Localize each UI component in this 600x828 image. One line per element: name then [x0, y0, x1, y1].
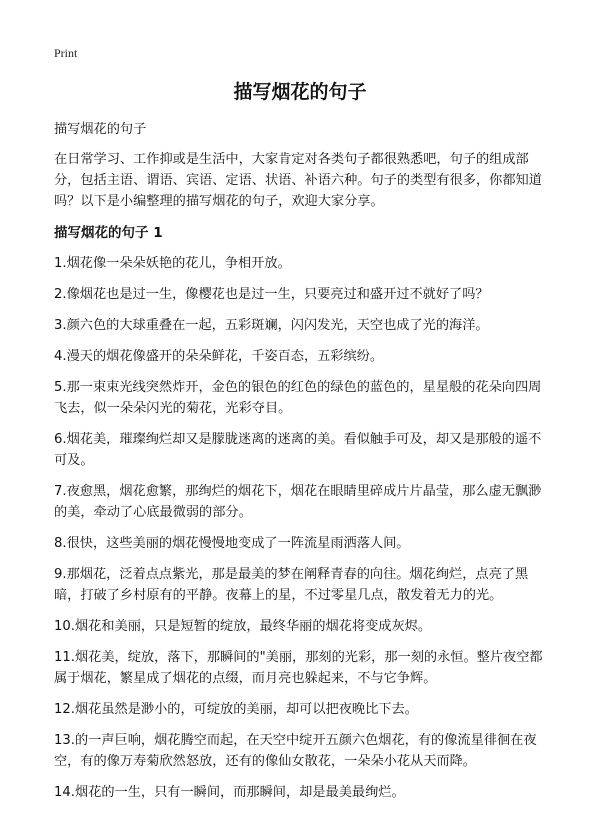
list-item: 13.的一声巨响，烟花腾空而起，在天空中绽开五颜六色烟花，有的像流星徘徊在夜空，有的像万寿菊欣然怒放，还有的像仙女散花，一朵朵小花从天而降。	[54, 733, 537, 769]
list-item: 2.像烟花也是过一生，像樱花也是过一生，只要亮过和盛开过不就好了吗？	[54, 287, 489, 302]
intro-paragraph: 在日常学习、工作抑或是生活中，大家肯定对各类句子都很熟悉吧，句子的组成部分，包括主语、谓语、宾语、定语、状语、补语六种。句子的类型有很多，你都知道吗？以下是小编整理的描写烟花的句子，欢迎大家分享。	[54, 152, 542, 209]
list-item: 4.漫天的烟花像盛开的朵朵鲜花，千姿百态，五彩缤纷。	[54, 349, 384, 364]
list-item: 6.烟花美，璀璨绚烂却又是朦胧迷离的迷离的美。看似触手可及，却又是那般的遥不可及。	[54, 432, 542, 468]
list-item: 7.夜愈黑，烟花愈繁，那绚烂的烟花下，烟花在眼睛里碎成片片晶莹，那么虚无飘渺的美，牵动了心底最微弱的部分。	[54, 484, 542, 520]
article-subtitle: 描写烟花的句子	[54, 122, 147, 137]
list-item: 14.烟花的一生，只有一瞬间，而那瞬间，却是最美最绚烂。	[54, 785, 405, 800]
section-heading: 描写烟花的句子 1	[54, 225, 163, 241]
list-item: 11.烟花美，绽放，落下，那瞬间的"美丽，那刻的光彩，那一刻的永恒。整片夜空都属于烟花，繁星成了烟花的点缀，而月亮也躲起来，不与它争辉。	[54, 650, 543, 686]
list-item: 3.颜六色的大球重叠在一起，五彩斑斓，闪闪发光，天空也成了光的海洋。	[54, 318, 489, 333]
list-item: 9.那烟花，泛着点点紫光，那是最美的梦在阐释青春的向往。烟花绚烂，点亮了黑暗，打破了乡村原有的平静。夜幕上的星，不过零星几点，散发着无力的光。	[54, 567, 529, 603]
article-body	[54, 119, 550, 813]
print-link[interactable]: Print	[54, 46, 78, 60]
page-title: 描写烟花的句子	[233, 81, 367, 103]
list-item: 10.烟花和美丽，只是短暂的绽放，最终华丽的烟花将变成灰烬。	[54, 619, 432, 634]
list-item: 5.那一束束光线突然炸开，金色的银色的红色的绿色的蓝色的，星星般的花朵向四周飞去，似一朵朵闪光的菊花，光彩夺目。	[54, 380, 542, 416]
list-item: 12.烟花虽然是渺小的，可绽放的美丽，却可以把夜晚比下去。	[54, 702, 418, 717]
list-item: 1.烟花像一朵朵妖艳的花儿，争相开放。	[54, 256, 291, 271]
list-item: 8.很快，这些美丽的烟花慢慢地变成了一阵流星雨洒落人间。	[54, 536, 410, 551]
